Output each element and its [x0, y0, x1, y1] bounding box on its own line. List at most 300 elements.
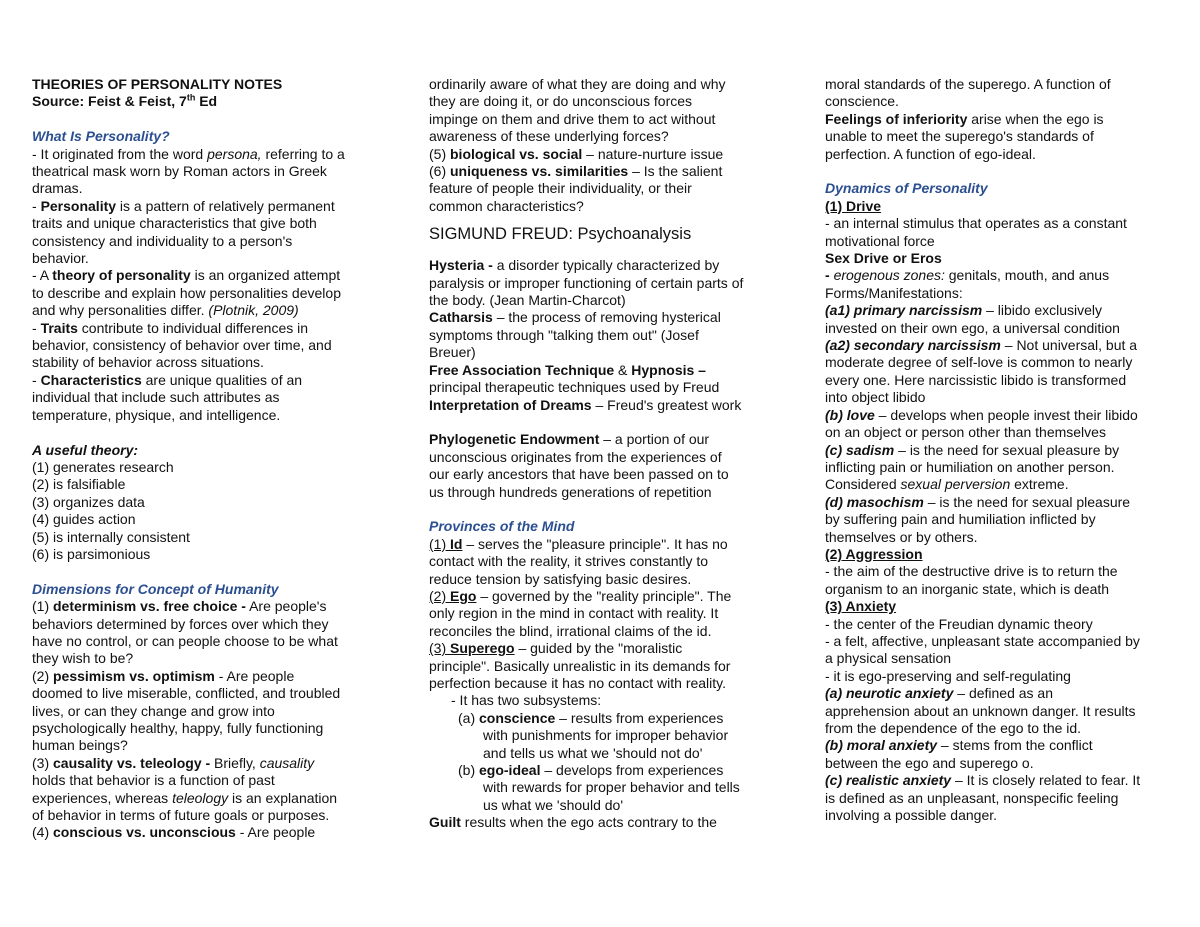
text-run: Considered	[825, 476, 901, 493]
section-title	[429, 223, 781, 245]
text-line	[825, 720, 1177, 737]
text-line	[825, 703, 1177, 720]
text-line	[32, 320, 384, 337]
text-line	[32, 354, 384, 371]
text-run: themselves or by others.	[825, 528, 978, 545]
text-run: - the aim of the destructive drive is to return the	[825, 563, 1118, 580]
text-run: (2)	[429, 587, 450, 604]
text-run: (a)	[458, 709, 479, 726]
text-run: – It is closely related to fear. It	[951, 772, 1141, 789]
text-line	[429, 449, 781, 466]
text-run: of behavior in terms of future goals or purposes.	[32, 807, 330, 824]
text-run: Are people's	[245, 598, 327, 615]
text-line	[825, 302, 1177, 319]
text-run: behavior, consistency of behavior over time, and	[32, 337, 332, 354]
text-run: Superego	[450, 640, 515, 657]
text-line	[825, 511, 1177, 528]
text-line	[825, 442, 1177, 459]
text-line	[429, 379, 781, 396]
text-run: contact with the reality, it strives constantly to	[429, 553, 709, 570]
text-run: – Is the salient	[628, 163, 723, 180]
text-run: behaviors determined by forces over which they	[32, 615, 329, 632]
text-run: every one. Here narcissistic libido is transformed	[825, 371, 1127, 388]
text-line	[32, 633, 384, 650]
text-run: unconscious originates from the experiences of	[429, 448, 722, 465]
text-run: (b) love	[825, 406, 875, 423]
text-run: – Freud's greatest work	[591, 396, 742, 413]
text-line	[825, 755, 1177, 772]
text-run: involving a possible danger.	[825, 807, 998, 824]
text-run: unable to meet the superego's standards of	[825, 128, 1094, 145]
text-line	[825, 424, 1177, 441]
text-run: perfection. A function of ego-ideal.	[825, 145, 1036, 162]
text-line	[32, 494, 384, 511]
text-run: (2) is falsifiable	[32, 476, 126, 493]
text-line	[429, 180, 781, 197]
text-run: feature of people their individuality, or their	[429, 180, 692, 197]
text-line	[825, 598, 1177, 615]
text-line	[32, 703, 384, 720]
text-run: Guilt	[429, 814, 461, 831]
text-line	[429, 658, 781, 675]
text-run: (3) organizes data	[32, 493, 145, 510]
text-run: Ed	[195, 93, 218, 110]
text-line	[825, 616, 1177, 633]
text-run: a disorder typically characterized by	[492, 257, 720, 274]
text-line	[825, 563, 1177, 580]
text-line	[429, 745, 781, 762]
text-line	[825, 529, 1177, 546]
text-run: traits and unique characteristics that give both	[32, 215, 317, 232]
text-line	[32, 215, 384, 232]
text-run: Free Association Technique	[429, 361, 615, 378]
text-run: Phylogenetic Endowment	[429, 431, 600, 448]
text-line	[825, 650, 1177, 667]
text-line	[825, 389, 1177, 406]
text-line	[825, 354, 1177, 371]
text-run: and tells us what we 'should not do'	[483, 744, 703, 761]
text-run: (3) Anxiety	[825, 598, 897, 615]
text-run: (1)	[32, 598, 53, 615]
text-run: reduce tension by satisfying basic desires.	[429, 570, 692, 587]
heading-text: Dynamics of Personality	[825, 180, 988, 197]
heading-text: Provinces of the Mind	[429, 518, 575, 535]
text-run: only region in the mind in contact with reality. It	[429, 605, 719, 622]
text-line	[429, 76, 781, 93]
text-run: stability of behavior across situations.	[32, 354, 264, 371]
text-run: - Are people	[235, 824, 316, 841]
text-run: (3)	[429, 640, 450, 657]
text-line	[32, 616, 384, 633]
text-line	[429, 797, 781, 814]
text-line	[32, 790, 384, 807]
text-run: extreme.	[1010, 476, 1069, 493]
text-run: (c) sadism	[825, 441, 895, 458]
text-run: (3)	[32, 754, 53, 771]
text-run: human beings?	[32, 737, 128, 754]
text-run: our early ancestors that have been passed on to	[429, 466, 729, 483]
text-run: with punishments for improper behavior	[483, 727, 729, 744]
text-run: (a) neurotic anxiety	[825, 685, 954, 702]
heading-text: Dimensions for Concept of Humanity	[32, 580, 279, 597]
text-line	[429, 93, 781, 110]
text-line	[825, 233, 1177, 250]
text-line	[429, 605, 781, 622]
text-run: lives, or can they change and grow into	[32, 702, 275, 719]
text-run: ordinarily aware of what they are doing and why	[429, 76, 726, 92]
blank-line	[429, 414, 781, 431]
text-line	[825, 180, 1177, 197]
text-line	[32, 372, 384, 389]
text-run: they are doing it, or do unconscious forces	[429, 93, 693, 110]
text-run: Breuer)	[429, 344, 476, 361]
text-run: (1)	[429, 535, 450, 552]
text-line	[32, 755, 384, 772]
text-line	[825, 407, 1177, 424]
text-run: (d) masochism	[825, 493, 924, 510]
text-run: to describe and explain how personalities develop	[32, 284, 341, 301]
text-line	[32, 598, 384, 615]
text-run: (2)	[32, 667, 53, 684]
text-run: referring to a	[261, 145, 345, 162]
text-line	[429, 431, 781, 448]
text-line	[32, 337, 384, 354]
text-run: invested on their own ego, a universal condition	[825, 319, 1120, 336]
text-run: Ego	[450, 587, 477, 604]
text-run: into object libido	[825, 389, 926, 406]
text-line	[429, 128, 781, 145]
text-run: persona,	[207, 145, 262, 162]
text-line	[429, 814, 781, 831]
text-line	[32, 650, 384, 667]
text-run: – the process of removing hysterical	[492, 309, 721, 326]
text-run: – defined as an	[953, 685, 1054, 702]
text-run: the body. (Jean Martin-Charcot)	[429, 292, 626, 309]
text-run: individual that include such attributes as	[32, 389, 280, 406]
text-line	[429, 397, 781, 414]
text-run: (Plotnik, 2009)	[208, 302, 299, 319]
text-run: - it is ego-preserving and self-regulating	[825, 667, 1071, 684]
text-line	[429, 327, 781, 344]
text-run: SIGMUND FREUD: Psychoanalysis	[429, 225, 692, 244]
text-run: - the center of the Freudian dynamic theory	[825, 615, 1093, 632]
text-run: Traits	[40, 319, 78, 336]
text-line	[825, 807, 1177, 824]
text-line	[825, 320, 1177, 337]
text-run: – a portion of our	[599, 431, 710, 448]
text-line	[32, 93, 384, 110]
text-line	[429, 344, 781, 361]
text-line	[429, 553, 781, 570]
text-line	[429, 710, 781, 727]
text-run: uniqueness vs. similarities	[450, 163, 629, 180]
text-run: behavior.	[32, 250, 89, 267]
text-line	[429, 675, 781, 692]
text-line	[825, 459, 1177, 476]
text-run: Feelings of inferiority	[825, 110, 968, 127]
text-run: us what we 'should do'	[483, 796, 623, 813]
text-run: (c) realistic anxiety	[825, 772, 952, 789]
text-line	[429, 623, 781, 640]
text-run: - a felt, affective, unpleasant state accompanied by	[825, 632, 1140, 649]
text-run: Forms/Manifestations:	[825, 284, 963, 301]
text-run: &	[614, 361, 632, 378]
text-line	[32, 442, 384, 459]
text-run: -	[32, 371, 41, 388]
text-run: they wish to be?	[32, 650, 134, 667]
text-line	[32, 163, 384, 180]
text-run: – results from experiences	[555, 709, 724, 726]
text-run: theatrical mask worn by Roman actors in Greek	[32, 163, 327, 180]
text-line	[429, 518, 781, 535]
text-run: (a1) primary narcissism	[825, 302, 983, 319]
text-run: – is the need for sexual pleasure by	[894, 441, 1120, 458]
text-run: A useful theory:	[32, 441, 139, 458]
blank-line	[32, 563, 384, 580]
text-run: erogenous zones:	[833, 267, 945, 284]
text-line	[825, 494, 1177, 511]
text-line	[429, 163, 781, 180]
text-run: is defined as an unpleasant, nonspecific feeling	[825, 789, 1119, 806]
text-line	[825, 146, 1177, 163]
text-line	[429, 779, 781, 796]
text-run: – stems from the conflict	[937, 737, 1093, 754]
text-run: dramas.	[32, 180, 83, 197]
text-run: paralysis or improper functioning of certain parts of	[429, 274, 744, 291]
text-run: – libido exclusively	[982, 302, 1103, 319]
text-line	[32, 824, 384, 841]
notes-column-3	[825, 76, 1177, 824]
text-line	[825, 581, 1177, 598]
heading-text: What Is Personality?	[32, 128, 170, 145]
text-line	[32, 546, 384, 563]
text-line	[825, 111, 1177, 128]
text-run: with rewards for proper behavior and tells	[483, 779, 740, 796]
text-line	[825, 372, 1177, 389]
text-line	[32, 267, 384, 284]
text-line	[429, 640, 781, 657]
text-line	[429, 146, 781, 163]
text-run: results when the ego acts contrary to the	[460, 814, 717, 831]
text-run: - A	[32, 267, 53, 284]
text-run: ego-ideal	[479, 762, 541, 778]
text-run: - It originated from the word	[32, 145, 208, 162]
text-run: Catharsis	[429, 309, 493, 326]
text-line	[32, 581, 384, 598]
text-line	[825, 93, 1177, 110]
text-run: (1) Drive	[825, 197, 882, 214]
text-run: inflicting pain or humiliation on another person.	[825, 458, 1115, 475]
text-run: impinge on them and drive them to act without	[429, 110, 716, 127]
text-run: (6) is parsimonious	[32, 545, 151, 562]
text-line	[32, 389, 384, 406]
text-line	[32, 737, 384, 754]
text-line	[429, 257, 781, 274]
text-line	[32, 198, 384, 215]
text-run: is an organized attempt	[190, 267, 341, 284]
text-run: Id	[450, 535, 463, 552]
text-run: apprehension about an unknown danger. It results	[825, 702, 1136, 719]
text-run: psychologically healthy, happy, fully functioning	[32, 719, 324, 736]
text-run: - Are people	[214, 667, 295, 684]
text-run: moral standards of the superego. A function of	[825, 76, 1111, 92]
text-line	[825, 685, 1177, 702]
text-line	[32, 807, 384, 824]
text-line	[32, 250, 384, 267]
text-run: and why personalities differ.	[32, 302, 209, 319]
text-run: Source: Feist & Feist, 7	[32, 93, 187, 110]
text-run: -	[32, 319, 41, 336]
text-run: – Not universal, but a	[1000, 337, 1138, 354]
text-line	[825, 546, 1177, 563]
text-run: th	[186, 92, 196, 103]
text-run: is an explanation	[228, 789, 338, 806]
text-run: Sex Drive or Eros	[825, 250, 942, 267]
text-line	[825, 337, 1177, 354]
text-line	[825, 772, 1177, 789]
text-run: perfection because it has no contact with reality.	[429, 674, 727, 691]
text-run: a physical sensation	[825, 650, 952, 667]
text-run: reconciles the blind, irrational claims of the id.	[429, 622, 712, 639]
text-run: holds that behavior is a function of past	[32, 772, 275, 789]
text-line	[825, 267, 1177, 284]
text-line	[32, 285, 384, 302]
text-line	[429, 484, 781, 501]
text-run: symptoms through "talking them out" (Josef	[429, 326, 699, 343]
blank-line	[825, 163, 1177, 180]
text-run: – serves the "pleasure principle". It has no	[462, 535, 728, 552]
text-run: principal therapeutic techniques used by Freud	[429, 379, 720, 396]
text-line	[32, 76, 384, 93]
text-run: THEORIES OF PERSONALITY NOTES	[32, 76, 283, 92]
text-line	[825, 668, 1177, 685]
text-run: have no control, or can people choose to be what	[32, 632, 338, 649]
text-line	[429, 692, 781, 709]
text-run: -	[32, 197, 41, 214]
text-run: – guided by the "moralistic	[514, 640, 683, 657]
text-line	[825, 250, 1177, 267]
text-line	[429, 466, 781, 483]
text-run: – governed by the "reality principle". The	[476, 587, 732, 604]
text-line	[32, 233, 384, 250]
text-line	[825, 198, 1177, 215]
text-run: principle". Basically unrealistic in its demands for	[429, 657, 731, 674]
text-line	[429, 536, 781, 553]
text-line	[825, 476, 1177, 493]
text-line	[32, 720, 384, 737]
text-run: is a pattern of relatively permanent	[116, 197, 335, 214]
text-line	[429, 727, 781, 744]
text-run: temperature, physique, and intelligence.	[32, 406, 281, 423]
text-line	[825, 215, 1177, 232]
text-line	[32, 459, 384, 476]
text-run: us through hundreds generations of repetition	[429, 483, 712, 500]
text-run: Hypnosis –	[631, 361, 706, 378]
notes-column-2	[429, 76, 781, 832]
text-run: doomed to live miserable, conflicted, and troubled	[32, 685, 341, 702]
text-run: – develops from experiences	[540, 762, 724, 778]
text-line	[32, 476, 384, 493]
text-line	[825, 285, 1177, 302]
text-run: causality	[259, 754, 315, 771]
text-run: conscience	[479, 709, 556, 726]
text-line	[429, 762, 781, 779]
text-line	[825, 76, 1177, 93]
blank-line	[32, 424, 384, 441]
text-line	[429, 292, 781, 309]
text-run: (b)	[458, 762, 479, 778]
text-run: motivational force	[825, 232, 935, 249]
blank-line	[32, 111, 384, 128]
text-run: Characteristics	[40, 371, 142, 388]
notes-column-1	[32, 76, 384, 842]
text-run: from the dependence of the ego to the id.	[825, 720, 1082, 737]
text-run: awareness of these underlying forces?	[429, 128, 669, 145]
text-run: by suffering pain and humiliation inflicted by	[825, 511, 1096, 528]
text-run: (2) Aggression	[825, 545, 923, 562]
text-run: on an object or person other than themselves	[825, 424, 1106, 441]
text-run: Personality	[40, 197, 117, 214]
text-run: – nature-nurture issue	[582, 145, 724, 162]
text-run: – is the need for sexual pleasure	[923, 493, 1131, 510]
text-run: (a2) secondary narcissism	[825, 337, 1001, 354]
text-line	[429, 588, 781, 605]
text-run: Hysteria -	[429, 257, 493, 274]
text-run: (4)	[32, 824, 53, 841]
text-line	[825, 633, 1177, 650]
text-line	[429, 111, 781, 128]
text-line	[32, 529, 384, 546]
text-run: (b) moral anxiety	[825, 737, 938, 754]
text-run: teleology	[172, 789, 229, 806]
text-run: organism to an inorganic state, which is death	[825, 580, 1110, 597]
text-run: (1) generates research	[32, 458, 174, 475]
text-run: common characteristics?	[429, 197, 584, 214]
text-run: genitals, mouth, and anus	[944, 267, 1110, 284]
text-line	[32, 180, 384, 197]
text-run: consistency and individuality to a person's	[32, 232, 293, 249]
text-run: (6)	[429, 163, 450, 180]
text-run: moderate degree of self-love is common to nearly	[825, 354, 1133, 371]
text-run: pessimism vs. optimism	[53, 667, 215, 684]
text-line	[429, 362, 781, 379]
text-run: -	[825, 267, 834, 284]
text-run: – develops when people invest their libido	[874, 406, 1138, 423]
text-run: contribute to individual differences in	[77, 319, 309, 336]
text-line	[32, 668, 384, 685]
text-run: - an internal stimulus that operates as a constant	[825, 215, 1127, 232]
text-run: theory of personality	[52, 267, 191, 284]
text-run: experiences, whereas	[32, 789, 173, 806]
text-line	[429, 309, 781, 326]
text-line	[825, 128, 1177, 145]
text-run: biological vs. social	[450, 145, 583, 162]
text-run: (5) is internally consistent	[32, 528, 190, 545]
text-run: arise when the ego is	[967, 110, 1104, 127]
text-run: sexual perversion	[900, 476, 1011, 493]
text-line	[32, 511, 384, 528]
text-line	[429, 571, 781, 588]
text-run: (4) guides action	[32, 511, 136, 528]
text-run: Interpretation of Dreams	[429, 396, 592, 413]
text-line	[825, 737, 1177, 754]
text-run: between the ego and superego o.	[825, 754, 1034, 771]
text-line	[32, 146, 384, 163]
text-line	[429, 198, 781, 215]
text-line	[32, 772, 384, 789]
text-line	[32, 128, 384, 145]
text-run: causality vs. teleology -	[53, 754, 211, 771]
